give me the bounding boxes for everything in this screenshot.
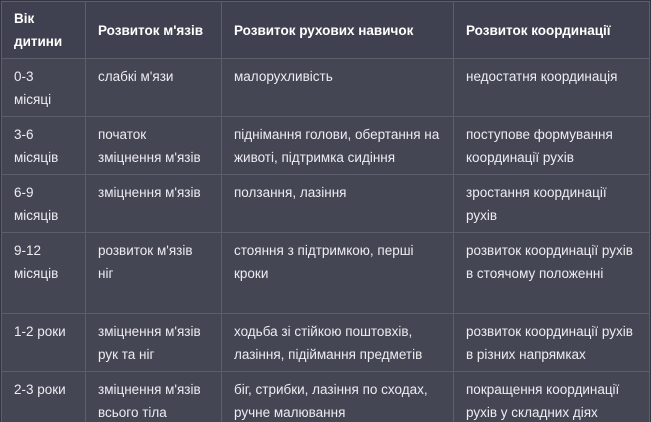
header-muscle-development: Розвиток м'язів <box>86 2 222 59</box>
cell-motor: біг, стрибки, лазіння по сходах, ручне малювання <box>222 372 454 422</box>
cell-motor: стояння з підтримкою, перші кроки <box>222 233 454 314</box>
table-row <box>2 314 650 372</box>
cell-coordination: недостатня координація <box>454 59 650 117</box>
cell-muscles: зміцнення м'язів рук та ніг <box>86 314 222 372</box>
cell-muscles: зміцнення м'язів <box>86 175 222 233</box>
cell-motor: малорухливість <box>222 59 454 117</box>
cell-coordination: розвиток координації рухів в різних напрямках <box>454 314 650 372</box>
cell-coordination: розвиток координації рухів в стоячому положенні <box>454 233 650 314</box>
header-age: Вік дитини <box>2 2 86 59</box>
table-row <box>2 372 650 422</box>
cell-motor: піднімання голови, обертання на животі, підтримка сидіння <box>222 117 454 175</box>
table-row <box>2 59 650 117</box>
child-development-table <box>1 1 650 422</box>
cell-coordination: поступове формування координації рухів <box>454 117 650 175</box>
cell-muscles: розвиток м'язів ніг <box>86 233 222 314</box>
cell-motor: ходьба зі стійкою поштовхів, лазіння, підіймання предметів <box>222 314 454 372</box>
table-row <box>2 233 650 314</box>
cell-coordination: зростання координації рухів <box>454 175 650 233</box>
cell-muscles: зміцнення м'язів всього тіла <box>86 372 222 422</box>
cell-age: 2-3 роки <box>2 372 86 422</box>
cell-age: 0-3 місяці <box>2 59 86 117</box>
cell-coordination: покращення координації рухів у складних діях <box>454 372 650 422</box>
cell-motor: ползання, лазіння <box>222 175 454 233</box>
table-header-row <box>2 2 650 59</box>
table-row <box>2 175 650 233</box>
cell-age: 3-6 місяців <box>2 117 86 175</box>
cell-muscles: початок зміцнення м'язів <box>86 117 222 175</box>
header-motor-skills: Розвиток рухових навичок <box>222 2 454 59</box>
table-row <box>2 117 650 175</box>
header-coordination: Розвиток координації <box>454 2 650 59</box>
cell-age: 6-9 місяців <box>2 175 86 233</box>
cell-age: 1-2 роки <box>2 314 86 372</box>
cell-muscles: слабкі м'язи <box>86 59 222 117</box>
cell-age: 9-12 місяців <box>2 233 86 314</box>
